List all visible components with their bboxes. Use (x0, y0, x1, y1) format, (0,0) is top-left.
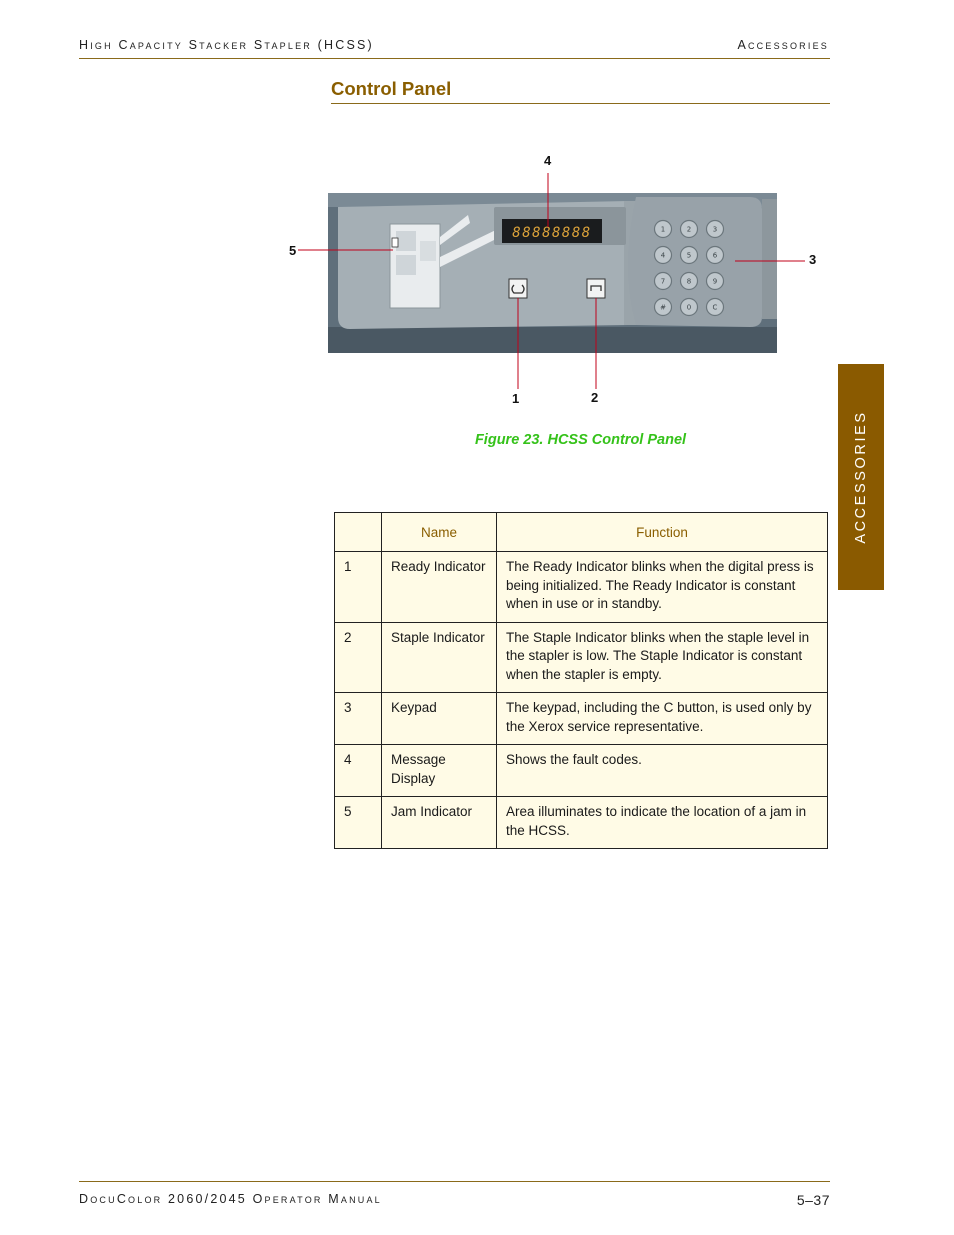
keypad-key-8[interactable] (681, 273, 698, 290)
table-header-row (335, 513, 828, 552)
display-digits: 88888888 (512, 225, 592, 241)
keypad-key-label: 8 (686, 277, 692, 286)
keypad-key-5[interactable] (681, 247, 698, 264)
row-name: Keypad (382, 693, 497, 745)
row-name: Ready Indicator (382, 552, 497, 623)
keypad-key-label: 7 (660, 277, 666, 286)
callout-1: 1 (512, 391, 520, 406)
control-panel-illustration (280, 145, 840, 415)
keypad-key-label: # (660, 303, 666, 312)
ready-indicator-button[interactable] (509, 279, 527, 298)
row-number: 3 (335, 693, 382, 745)
figure-caption: Figure 23. HCSS Control Panel (474, 432, 687, 448)
row-function: Shows the fault codes. (497, 745, 828, 797)
keypad-key-c[interactable] (707, 299, 724, 316)
message-display (494, 207, 626, 245)
section-rule (331, 103, 830, 104)
footer-title-text: DocuColor 2060/2045 Operator Manual (79, 1192, 382, 1206)
keypad-key-7[interactable] (655, 273, 672, 290)
keypad-key-label: 3 (712, 225, 718, 234)
keypad-key-label: 2 (686, 225, 692, 234)
callout-4: 4 (544, 153, 552, 168)
row-number: 1 (335, 552, 382, 623)
header-number (335, 513, 382, 552)
callout-2: 2 (591, 390, 599, 405)
keypad-key-label: 0 (686, 303, 692, 312)
footer-manual-title (79, 1192, 382, 1206)
keypad-key-label: 4 (660, 251, 666, 260)
keypad-key-label: 9 (712, 277, 718, 286)
control-panel-table (334, 512, 828, 849)
row-name: Message Display (382, 745, 497, 797)
keypad-key-label: C (712, 303, 718, 312)
side-tab-label: ACCESSORIES (853, 410, 869, 544)
row-number: 4 (335, 745, 382, 797)
header-title-text: High Capacity Stacker Stapler (HCSS) (79, 38, 374, 52)
row-function: The keypad, including the C button, is used only by the Xerox service representative. (497, 693, 828, 745)
table-row (335, 552, 828, 623)
running-header-section (737, 38, 829, 52)
callout-5: 5 (289, 243, 297, 258)
table-row (335, 622, 828, 693)
staple-indicator-button[interactable] (587, 279, 605, 298)
row-function: Area illuminates to indicate the location of a jam in the HCSS. (497, 797, 828, 849)
footer-rule (79, 1181, 830, 1182)
keypad-key-label: 5 (686, 251, 692, 260)
control-panel-figure (280, 145, 840, 415)
row-number: 5 (335, 797, 382, 849)
panel-lower-strip (328, 327, 777, 353)
keypad-key-9[interactable] (707, 273, 724, 290)
keypad-key-6[interactable] (707, 247, 724, 264)
header-function: Function (497, 513, 828, 552)
row-name: Staple Indicator (382, 622, 497, 693)
table-row (335, 745, 828, 797)
table-row (335, 797, 828, 849)
keypad-key-3[interactable] (707, 221, 724, 238)
keypad-key-label: 1 (660, 225, 666, 234)
header-name: Name (382, 513, 497, 552)
keypad-key-1[interactable] (655, 221, 672, 238)
row-function: The Staple Indicator blinks when the staple level in the stapler is low. The Staple Indicator is constant when the stapler is empty. (497, 622, 828, 693)
page-number: 5–37 (796, 1192, 830, 1208)
chapter-side-tab (838, 364, 884, 590)
callout-3: 3 (809, 252, 817, 267)
row-function: The Ready Indicator blinks when the digital press is being initialized. The Ready Indicator is constant when in use or in standby. (497, 552, 828, 623)
table-row (335, 693, 828, 745)
row-name: Jam Indicator (382, 797, 497, 849)
running-header-title (79, 38, 374, 52)
header-rule (79, 58, 830, 59)
section-title: Control Panel (331, 78, 452, 99)
row-number: 2 (335, 622, 382, 693)
keypad-key-hash[interactable] (655, 299, 672, 316)
keypad-key-label: 6 (712, 251, 718, 260)
header-section-text: Accessories (737, 38, 829, 52)
keypad-key-0[interactable] (681, 299, 698, 316)
keypad-key-2[interactable] (681, 221, 698, 238)
keypad-key-4[interactable] (655, 247, 672, 264)
